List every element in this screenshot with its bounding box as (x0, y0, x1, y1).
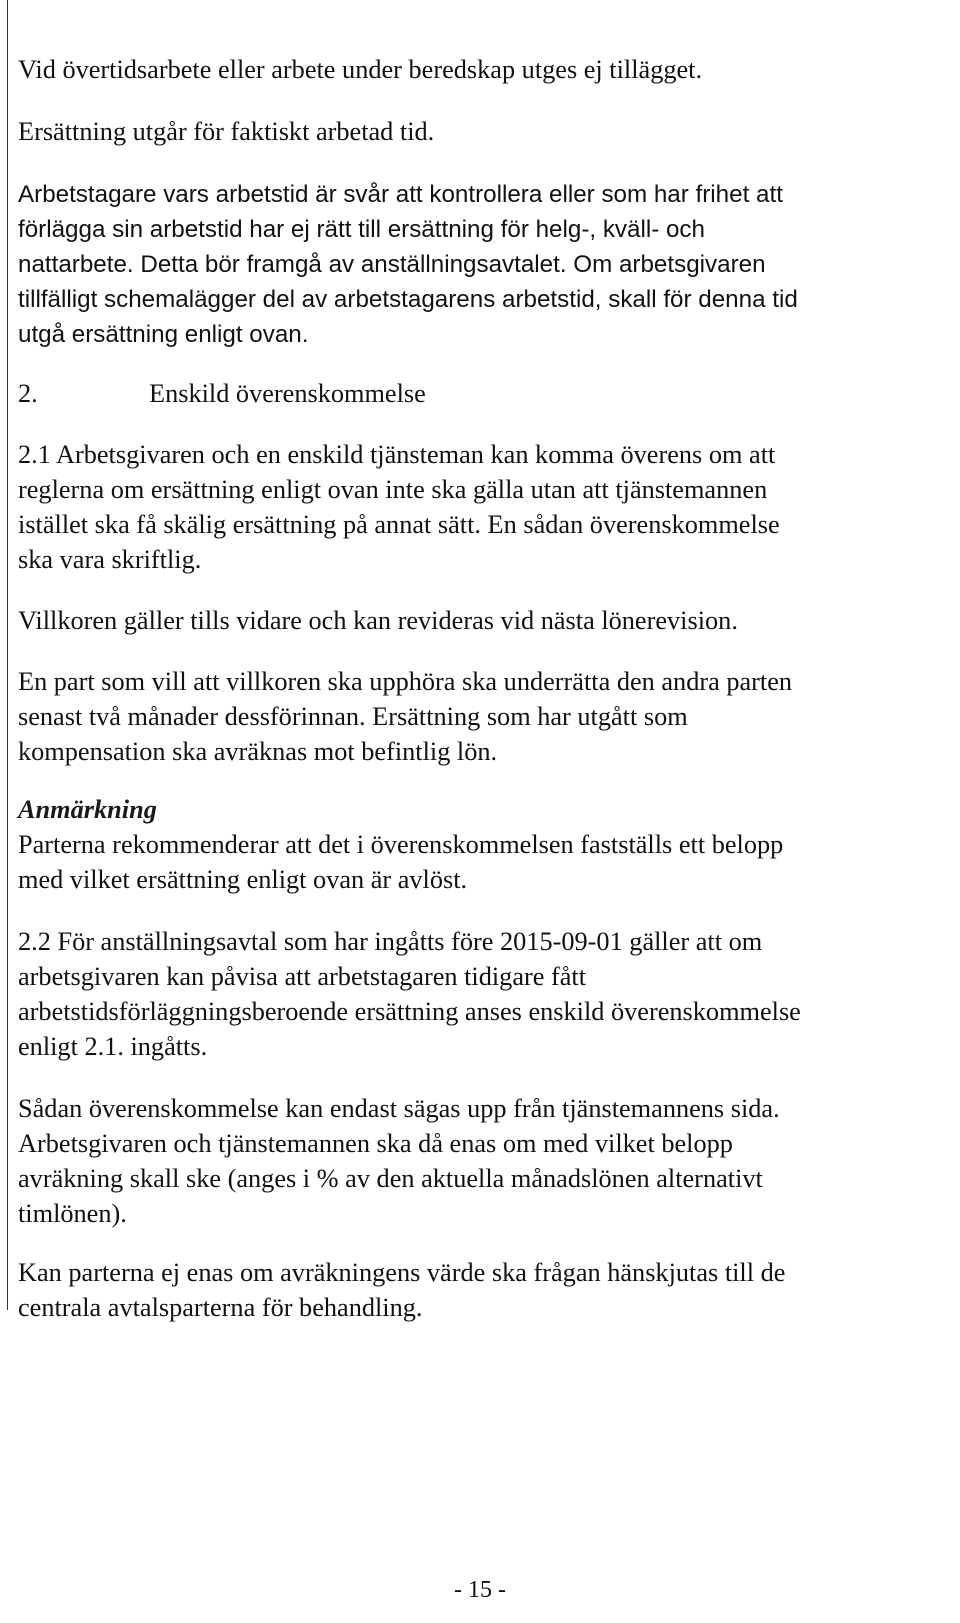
text-line: utgå ersättning enligt ovan. (18, 321, 309, 348)
section-title: Enskild överenskommelse (149, 379, 426, 408)
text-line: avräkning skall ske (anges i % av den aktuella månadslönen alternativt (18, 1164, 763, 1193)
text-line: Sådan överenskommelse kan endast sägas upp från tjänstemannens sida. (18, 1094, 780, 1123)
text-line: tillfälligt schemalägger del av arbetstagarens arbetstid, skall för denna tid (18, 286, 798, 313)
text-line: En part som vill att villkoren ska upphöra ska underrätta den andra parten (18, 667, 793, 696)
margin-rule (7, 0, 8, 1310)
text-line: nattarbete. Detta bör framgå av anställningsavtalet. Om arbetsgivaren (18, 251, 766, 278)
text-line: Ersättning utgår för faktiskt arbetad tid. (18, 117, 435, 146)
text-line: istället ska få skälig ersättning på annat sätt. En sådan överenskommelse (18, 510, 780, 539)
paragraph-overtime (18, 52, 702, 87)
paragraph-2-2 (18, 924, 801, 1064)
text-line: med vilket ersättning enligt ovan är avlöst. (18, 865, 468, 894)
text-line: timlönen). (18, 1199, 127, 1228)
page-number: - 15 - (454, 1577, 506, 1603)
paragraph-referral (18, 1255, 785, 1325)
text-line: 2.1 Arbetsgivaren och en enskild tjänsteman kan komma överens om att (18, 440, 776, 469)
text-line: centrala avtalsparterna för behandling. (18, 1293, 423, 1322)
paragraph-working-hours (18, 177, 798, 352)
note-block (18, 792, 783, 897)
note-title: Anmärkning (18, 795, 157, 824)
text-line: ska vara skriftlig. (18, 545, 202, 574)
paragraph-2-1 (18, 437, 780, 577)
text-line: senast två månader dessförinnan. Ersättning som har utgått som (18, 702, 688, 731)
text-line: Kan parterna ej enas om avräkningens värde ska frågan hänskjutas till de (18, 1258, 786, 1287)
paragraph-notice (18, 1091, 780, 1231)
text-line: Arbetsgivaren och tjänstemannen ska då enas om med vilket belopp (18, 1129, 733, 1158)
text-line: arbetstidsförläggningsberoende ersättning anses enskild överenskommelse (18, 997, 801, 1026)
text-line: Villkoren gäller tills vidare och kan revideras vid nästa lönerevision. (18, 606, 738, 635)
text-line: Arbetstagare vars arbetstid är svår att kontrollera eller som har frihet att (18, 181, 783, 208)
text-line: arbetsgivaren kan påvisa att arbetstagaren tidigare fått (18, 962, 587, 991)
text-line: 2.2 För anställningsavtal som har ingåtts före 2015-09-01 gäller att om (18, 927, 763, 956)
section-heading (18, 376, 426, 411)
paragraph-conditions (18, 603, 738, 638)
section-number: 2. (18, 379, 38, 408)
text-line: Vid övertidsarbete eller arbete under beredskap utges ej tillägget. (18, 55, 703, 84)
text-line: Parterna rekommenderar att det i överenskommelsen fastställs ett belopp (18, 830, 784, 859)
paragraph-termination (18, 664, 792, 769)
text-line: reglerna om ersättning enligt ovan inte ska gälla utan att tjänstemannen (18, 475, 768, 504)
text-line: förlägga sin arbetstid har ej rätt till ersättning för helg-, kväll- och (18, 216, 705, 243)
text-line: kompensation ska avräknas mot befintlig lön. (18, 737, 498, 766)
paragraph-compensation (18, 114, 434, 149)
text-line: enligt 2.1. ingåtts. (18, 1032, 208, 1061)
